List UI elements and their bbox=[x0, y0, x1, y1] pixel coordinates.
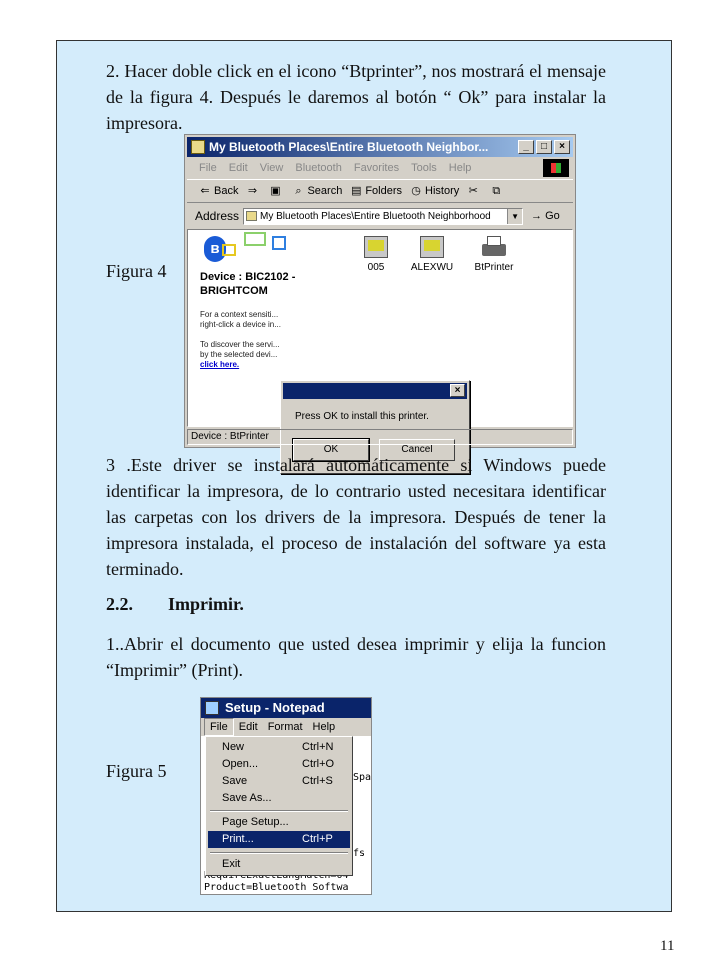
cancel-button[interactable]: Cancel bbox=[379, 439, 455, 461]
menu-edit[interactable]: Edit bbox=[228, 162, 248, 174]
menu-bar bbox=[187, 159, 573, 177]
computer-icon bbox=[364, 236, 388, 258]
bluetooth-places-icon bbox=[246, 211, 257, 221]
search-button[interactable] bbox=[292, 185, 342, 197]
status-bar: Device : BtPrinter bbox=[187, 429, 573, 445]
toolbar bbox=[187, 179, 573, 203]
menu-file[interactable]: File bbox=[199, 162, 217, 174]
section-heading bbox=[106, 594, 244, 615]
print-step-text: 1..Abrir el documento que usted desea imprimir y elija la funcion “Imprimir” (Print). bbox=[106, 634, 606, 680]
address-value: My Bluetooth Places\Entire Bluetooth Neighborhood bbox=[260, 210, 491, 222]
forward-arrow-icon: ⇒ bbox=[247, 185, 258, 197]
device-label: 005 bbox=[367, 262, 385, 273]
scissors-icon: ✂ bbox=[468, 185, 478, 197]
menu-item-shortcut: Ctrl+P bbox=[302, 833, 333, 845]
notepad-menu-bar bbox=[201, 718, 371, 736]
menu-item-save[interactable] bbox=[208, 773, 350, 790]
menu-item-shortcut: Ctrl+O bbox=[302, 758, 335, 770]
forward-button[interactable] bbox=[246, 185, 261, 197]
page-number: 11 bbox=[660, 938, 675, 954]
section-number: 2.2. bbox=[106, 594, 133, 614]
device-alexwu[interactable] bbox=[402, 236, 462, 273]
menu-item-shortcut: Ctrl+S bbox=[302, 775, 333, 787]
menu-item-new[interactable] bbox=[208, 739, 350, 756]
copy-button[interactable] bbox=[490, 185, 505, 197]
minimize-button[interactable]: _ bbox=[518, 140, 534, 154]
menu-item-label: Save bbox=[222, 775, 248, 787]
document-text-fragment: fs bbox=[353, 848, 366, 859]
address-input[interactable] bbox=[243, 208, 523, 225]
address-label: Address bbox=[195, 209, 240, 223]
decorative-square bbox=[244, 232, 266, 246]
search-label: Search bbox=[307, 185, 343, 197]
step-2-text: 2. Hacer doble click en el icono “Btprinter”, nos mostrará el mensaje de la figura 4. Después le daremos al botón “ Ok” para instalar la impresora. bbox=[106, 61, 606, 133]
device-label: BtPrinter bbox=[474, 262, 514, 273]
folders-label: Folders bbox=[365, 185, 403, 197]
decorative-square bbox=[222, 244, 236, 256]
history-icon: ◷ bbox=[411, 185, 421, 197]
figure-4-label: Figura 4 bbox=[106, 261, 167, 281]
dialog-close-button[interactable]: × bbox=[450, 384, 465, 397]
help-text-body: For a context sensiti... right-click a device in... To discover the servi... by the selected devi... bbox=[200, 310, 281, 359]
go-button[interactable]: → Go bbox=[531, 210, 560, 222]
back-arrow-icon: ⇐ bbox=[200, 185, 210, 197]
menu-item-label: Open... bbox=[222, 758, 259, 770]
device-label: ALEXWU bbox=[410, 262, 454, 273]
menu-item-save-as[interactable] bbox=[208, 790, 350, 807]
menu-item-exit[interactable] bbox=[208, 856, 350, 873]
menu-separator bbox=[210, 810, 348, 812]
back-label: Back bbox=[214, 185, 239, 197]
menu-file[interactable]: File bbox=[204, 718, 234, 736]
menu-help[interactable]: Help bbox=[448, 162, 472, 174]
menu-separator bbox=[210, 852, 348, 854]
figure-4-explorer-window bbox=[184, 134, 576, 455]
figure-5-label: Figura 5 bbox=[106, 761, 167, 781]
menu-item-open[interactable] bbox=[208, 756, 350, 773]
folders-button[interactable] bbox=[350, 185, 402, 197]
back-button[interactable] bbox=[199, 185, 238, 197]
search-icon: ⌕ bbox=[295, 185, 302, 197]
window-titlebar[interactable] bbox=[187, 137, 573, 157]
section-title: Imprimir. bbox=[168, 594, 244, 614]
windows-logo-icon bbox=[543, 159, 569, 177]
computer-icon bbox=[420, 236, 444, 258]
up-folder-button[interactable] bbox=[269, 185, 284, 197]
device-btprinter[interactable] bbox=[464, 236, 524, 273]
printer-icon bbox=[482, 236, 506, 258]
notepad-titlebar[interactable] bbox=[201, 698, 371, 718]
help-text bbox=[200, 310, 286, 370]
bluetooth-icon: ʙ bbox=[204, 236, 226, 262]
menu-item-label: Page Setup... bbox=[222, 816, 289, 828]
document-text-fragment: Spa bbox=[353, 772, 372, 783]
figure-5-notepad-window bbox=[200, 697, 372, 895]
menu-item-label: Save As... bbox=[222, 792, 272, 804]
cut-button[interactable] bbox=[467, 185, 482, 197]
menu-item-label: Exit bbox=[222, 858, 241, 870]
device-title: Device : BIC2102 - BRIGHTCOM bbox=[200, 271, 296, 297]
menu-tools[interactable]: Tools bbox=[411, 162, 437, 174]
step-3-text: 3 .Este driver se instalará automáticamente si Windows puede identificar la impresora, de lo contrario usted necesitara identificar las carpetas con los drivers de la impresora. Después de tener la impresora instalada, el proceso de instalación del software ya esta terminado. bbox=[106, 455, 606, 579]
decorative-square bbox=[272, 236, 286, 250]
menu-favorites[interactable]: Favorites bbox=[353, 162, 400, 174]
copy-icon: ⧉ bbox=[492, 185, 501, 197]
menu-edit[interactable]: Edit bbox=[238, 721, 258, 733]
folders-icon: ▤ bbox=[351, 185, 362, 197]
menu-item-label: New bbox=[222, 741, 245, 753]
history-button[interactable] bbox=[410, 185, 459, 197]
dialog-titlebar[interactable] bbox=[283, 383, 467, 399]
dialog-message: Press OK to install this printer. bbox=[295, 411, 429, 422]
ok-button[interactable]: OK bbox=[293, 439, 369, 461]
device-005[interactable] bbox=[346, 236, 406, 273]
window-title: My Bluetooth Places\Entire Bluetooth Neighbor... bbox=[209, 140, 489, 154]
click-here-link[interactable]: click here. bbox=[200, 360, 240, 369]
go-label: Go bbox=[545, 210, 560, 222]
address-bar bbox=[187, 205, 573, 227]
chevron-down-icon[interactable]: ▼ bbox=[507, 209, 522, 224]
menu-help[interactable]: Help bbox=[312, 721, 336, 733]
up-folder-icon: ▣ bbox=[270, 185, 281, 197]
folder-icon bbox=[191, 140, 205, 154]
menu-format[interactable]: Format bbox=[267, 721, 303, 733]
file-menu-dropdown bbox=[205, 736, 353, 876]
menu-item-page-setup[interactable] bbox=[208, 814, 350, 831]
notepad-icon bbox=[205, 701, 219, 715]
notepad-title: Setup - Notepad bbox=[225, 700, 325, 715]
menu-item-print[interactable] bbox=[208, 831, 350, 848]
close-button[interactable]: × bbox=[554, 140, 570, 154]
menu-item-shortcut: Ctrl+N bbox=[302, 741, 334, 753]
history-label: History bbox=[425, 185, 460, 197]
maximize-button[interactable]: □ bbox=[536, 140, 552, 154]
menu-view[interactable]: View bbox=[259, 162, 284, 174]
menu-item-label: Print... bbox=[222, 833, 254, 845]
document-text-line: Product=Bluetooth Softwa bbox=[204, 882, 349, 893]
menu-bluetooth[interactable]: Bluetooth bbox=[295, 162, 342, 174]
